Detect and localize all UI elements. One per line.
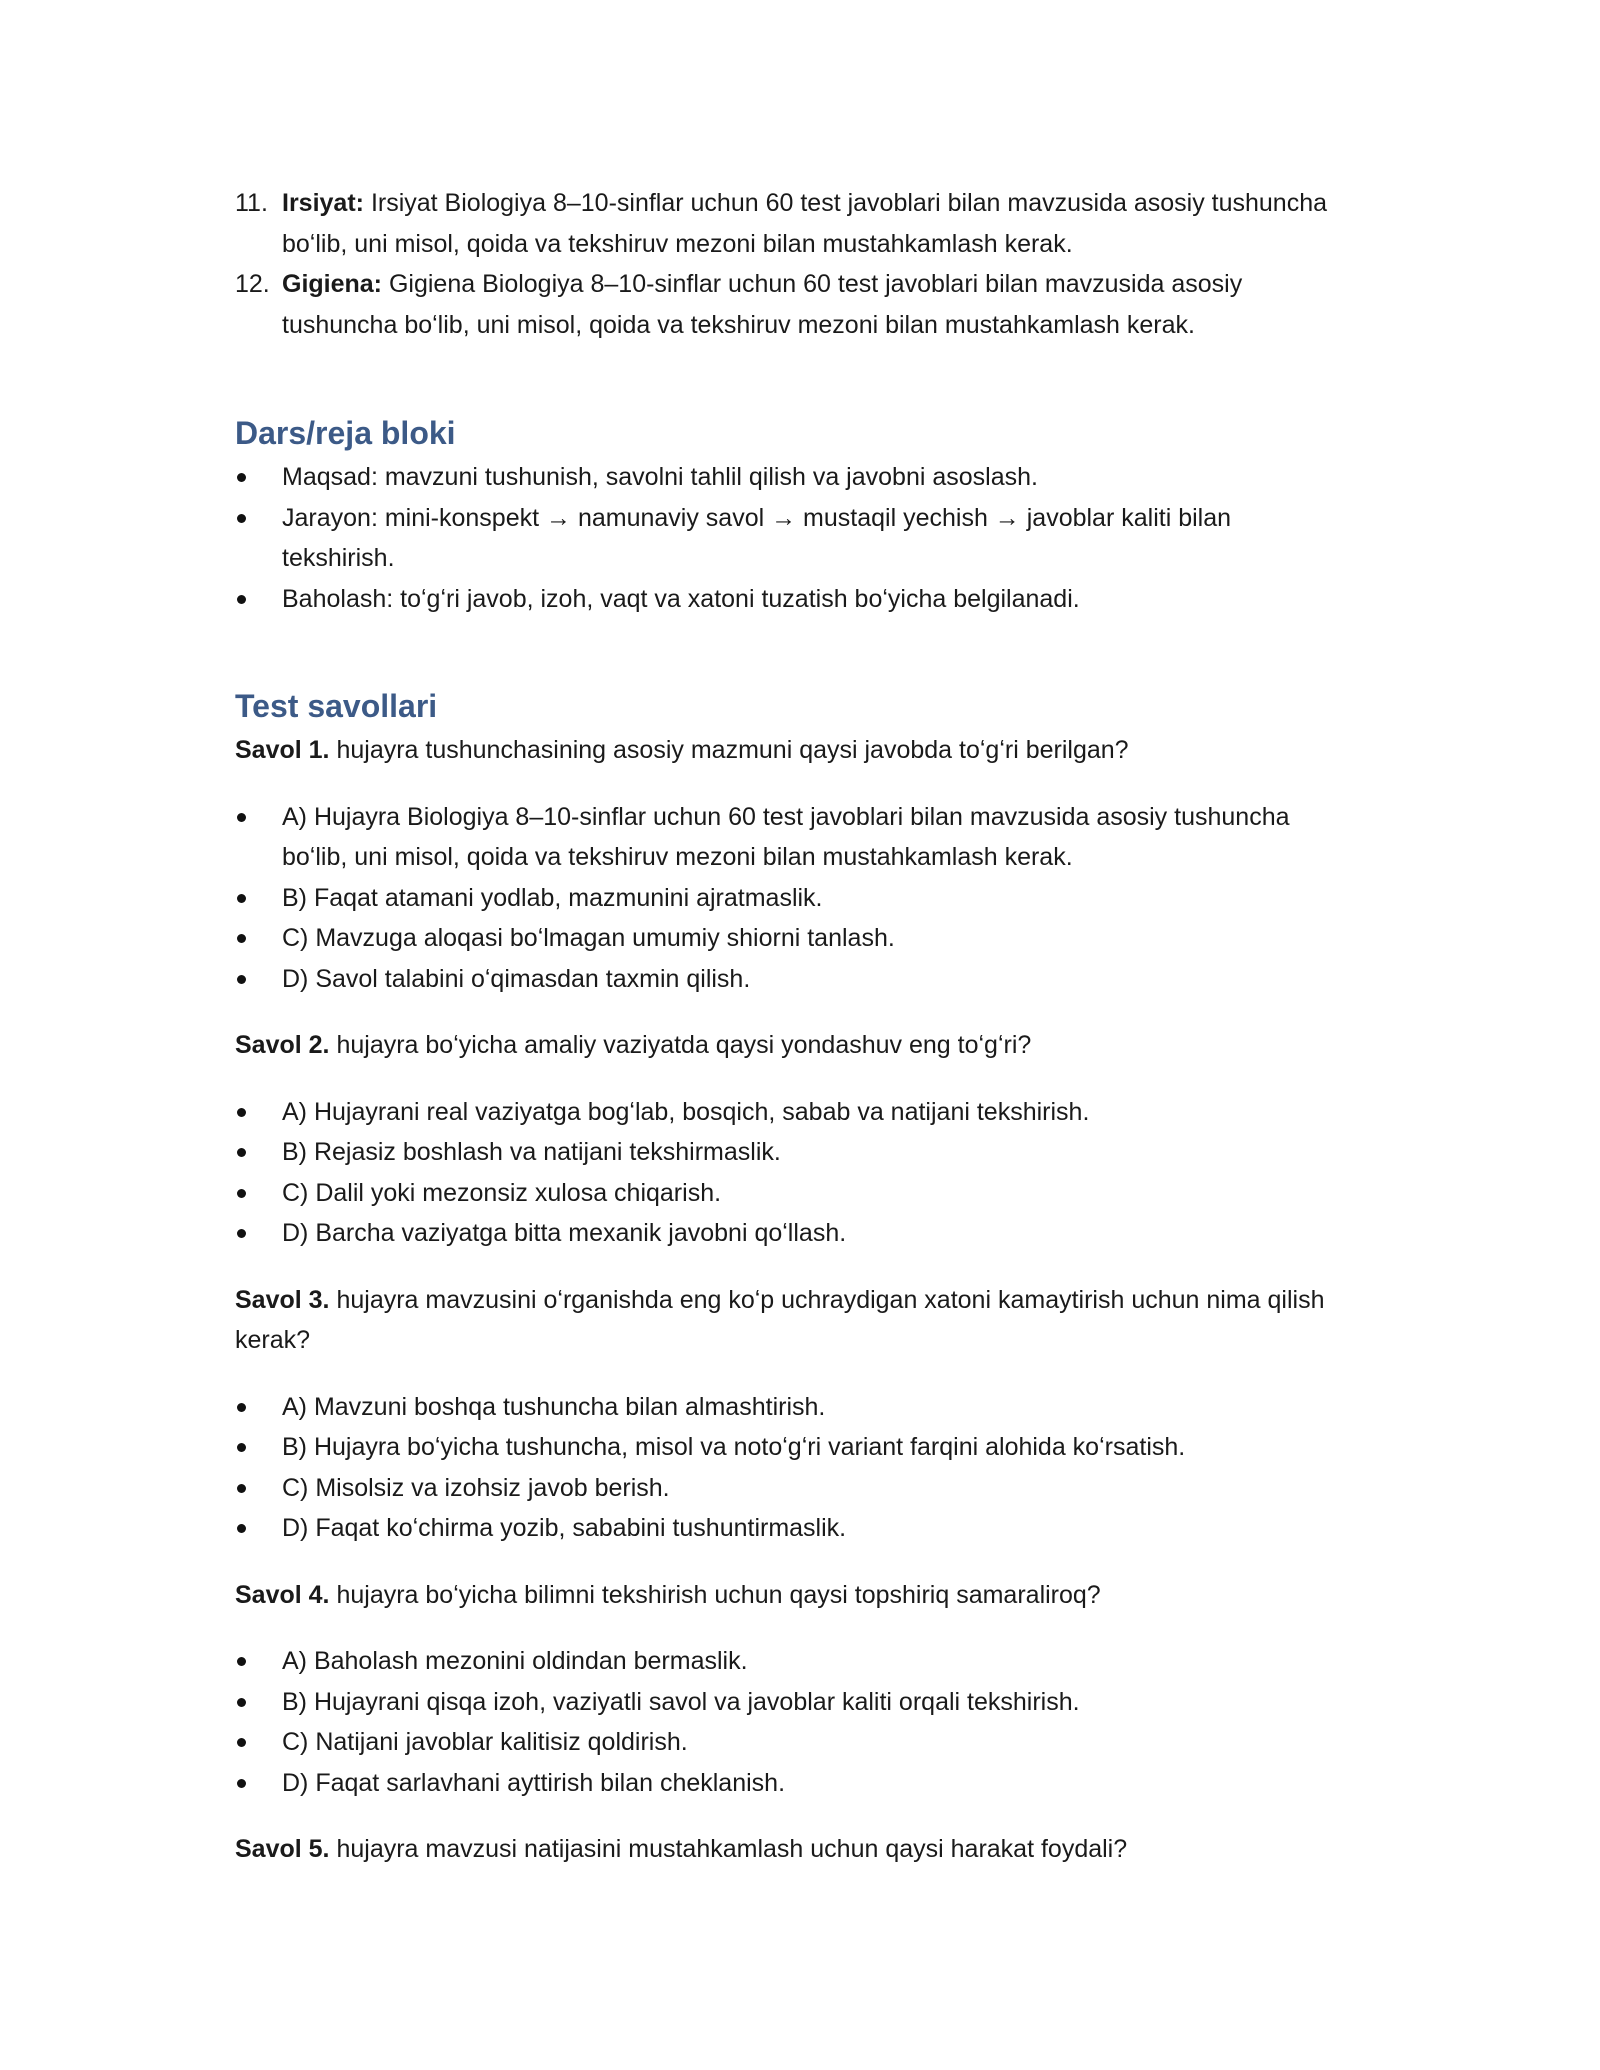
bullet-icon	[237, 595, 246, 604]
option-item	[235, 959, 1342, 1000]
question-label: Savol 3.	[235, 1285, 330, 1314]
lesson-block-heading: Dars/reja bloki	[235, 415, 456, 451]
question-4	[235, 1575, 1342, 1616]
item-number: 11.	[235, 189, 268, 217]
question-label: Savol 5.	[235, 1835, 330, 1863]
option-text: B) Hujayrani qisqa izoh, vaziyatli savol va javoblar kaliti orqali tekshirish.	[282, 1687, 1080, 1716]
option-item	[235, 1641, 1342, 1682]
question-text: hujayra boʻyicha bilimni tekshirish uchun qaysi topshiriq samaraliroq?	[336, 1580, 1101, 1609]
option-item	[235, 1092, 1342, 1133]
option-item	[235, 1427, 1342, 1468]
item-text: Irsiyat Biologiya 8–10-sinflar uchun 60 test javoblari bilan mavzusida asosiy tushuncha boʻlib, uni misol, qoida va tekshiruv mezoni bilan mustahkamlash kerak.	[282, 189, 1328, 258]
question-1	[235, 730, 1342, 771]
bullet-icon	[237, 1657, 246, 1666]
question-3	[235, 1280, 1342, 1361]
item-number: 12.	[235, 270, 270, 298]
option-item	[235, 918, 1342, 959]
list-item	[235, 579, 1342, 620]
list-item-text: Maqsad: mavzuni tushunish, savolni tahlil qilish va javobni asoslash.	[282, 463, 1038, 491]
bullet-icon	[237, 1189, 246, 1198]
bullet-icon	[237, 1443, 246, 1452]
bullet-icon	[237, 1229, 246, 1238]
option-text: B) Hujayra boʻyicha tushuncha, misol va notoʻgʻri variant farqini alohida koʻrsatish.	[282, 1433, 1186, 1461]
list-item-text: Jarayon: mini-konspekt → namunaviy savol → mustaqil yechish → javoblar kaliti bilan tekshirish.	[282, 503, 1232, 572]
option-item	[235, 1468, 1342, 1509]
list-item	[235, 498, 1342, 579]
option-text: D) Savol talabini oʻqimasdan taxmin qilish.	[282, 964, 751, 993]
option-text: B) Rejasiz boshlash va natijani tekshirmaslik.	[282, 1138, 781, 1166]
question-2-options	[235, 1092, 1342, 1254]
item-text: Gigiena Biologiya 8–10-sinflar uchun 60 test javoblari bilan mavzusida asosiy tushuncha boʻlib, uni misol, qoida va tekshiruv mezoni bilan mustahkamlash kerak.	[282, 270, 1243, 339]
bullet-icon	[237, 1779, 246, 1788]
numbered-item	[235, 264, 1342, 345]
question-4-options	[235, 1641, 1342, 1803]
option-text: C) Natijani javoblar kalitisiz qoldirish.	[282, 1728, 688, 1756]
option-item	[235, 1173, 1342, 1214]
bullet-icon	[237, 813, 246, 822]
option-item	[235, 1213, 1342, 1254]
list-item	[235, 457, 1342, 498]
question-text: hujayra tushunchasining asosiy mazmuni qaysi javobda toʻgʻri berilgan?	[336, 736, 1129, 764]
option-text: C) Dalil yoki mezonsiz xulosa chiqarish.	[282, 1178, 722, 1207]
option-item	[235, 1387, 1342, 1428]
question-label: Savol 2.	[235, 1031, 330, 1059]
question-text: hujayra boʻyicha amaliy vaziyatda qaysi yondashuv eng toʻgʻri?	[336, 1031, 1032, 1059]
question-label: Savol 1.	[235, 736, 330, 764]
terms-numbered-list	[235, 183, 1342, 345]
option-text: A) Baholash mezonini oldindan bermaslik.	[282, 1647, 748, 1675]
bullet-icon	[237, 1698, 246, 1707]
tests-heading: Test savollari	[235, 688, 438, 724]
bullet-icon	[237, 1148, 246, 1157]
bullet-icon	[237, 514, 246, 523]
list-item-text: Baholash: toʻgʻri javob, izoh, vaqt va xatoni tuzatish boʻyicha belgilanadi.	[282, 584, 1080, 613]
option-item	[235, 878, 1342, 919]
item-term: Irsiyat:	[282, 189, 364, 217]
option-text: D) Faqat koʻchirma yozib, sababini tushuntirmaslik.	[282, 1514, 847, 1542]
bullet-icon	[237, 1524, 246, 1533]
option-text: A) Mavzuni boshqa tushuncha bilan almashtirish.	[282, 1392, 826, 1421]
bullet-icon	[237, 894, 246, 903]
option-text: D) Faqat sarlavhani ayttirish bilan cheklanish.	[282, 1768, 786, 1797]
option-item	[235, 797, 1342, 878]
bullet-icon	[237, 473, 246, 482]
item-term: Gigiena:	[282, 270, 383, 298]
option-text: A) Hujayra Biologiya 8–10-sinflar uchun 60 test javoblari bilan mavzusida asosiy tushuncha boʻlib, uni misol, qoida va tekshiruv mezoni bilan mustahkamlash kerak.	[282, 802, 1290, 871]
option-text: A) Hujayrani real vaziyatga bogʻlab, bosqich, sabab va natijani tekshirish.	[282, 1097, 1090, 1126]
question-label: Savol 4.	[235, 1580, 330, 1609]
bullet-icon	[237, 934, 246, 943]
option-text: C) Misolsiz va izohsiz javob berish.	[282, 1473, 670, 1502]
question-2	[235, 1025, 1342, 1066]
bullet-icon	[237, 1738, 246, 1747]
lesson-block-list	[235, 457, 1342, 619]
question-text: hujayra mavzusini oʻrganishda eng koʻp uchraydigan xatoni kamaytirish uchun nima qilish kerak?	[235, 1285, 1325, 1354]
option-item	[235, 1132, 1342, 1173]
question-5	[235, 1829, 1342, 1870]
option-item	[235, 1763, 1342, 1804]
bullet-icon	[237, 1403, 246, 1412]
option-item	[235, 1682, 1342, 1723]
question-3-options	[235, 1387, 1342, 1549]
option-text: D) Barcha vaziyatga bitta mexanik javobni qoʻllash.	[282, 1219, 847, 1247]
bullet-icon	[237, 975, 246, 984]
bullet-icon	[237, 1484, 246, 1493]
option-text: B) Faqat atamani yodlab, mazmunini ajratmaslik.	[282, 883, 823, 912]
question-1-options	[235, 797, 1342, 1000]
question-text: hujayra mavzusi natijasini mustahkamlash uchun qaysi harakat foydali?	[336, 1835, 1128, 1863]
bullet-icon	[237, 1108, 246, 1117]
option-item	[235, 1722, 1342, 1763]
option-text: C) Mavzuga aloqasi boʻlmagan umumiy shiorni tanlash.	[282, 924, 895, 952]
option-item	[235, 1508, 1342, 1549]
numbered-item	[235, 183, 1342, 264]
